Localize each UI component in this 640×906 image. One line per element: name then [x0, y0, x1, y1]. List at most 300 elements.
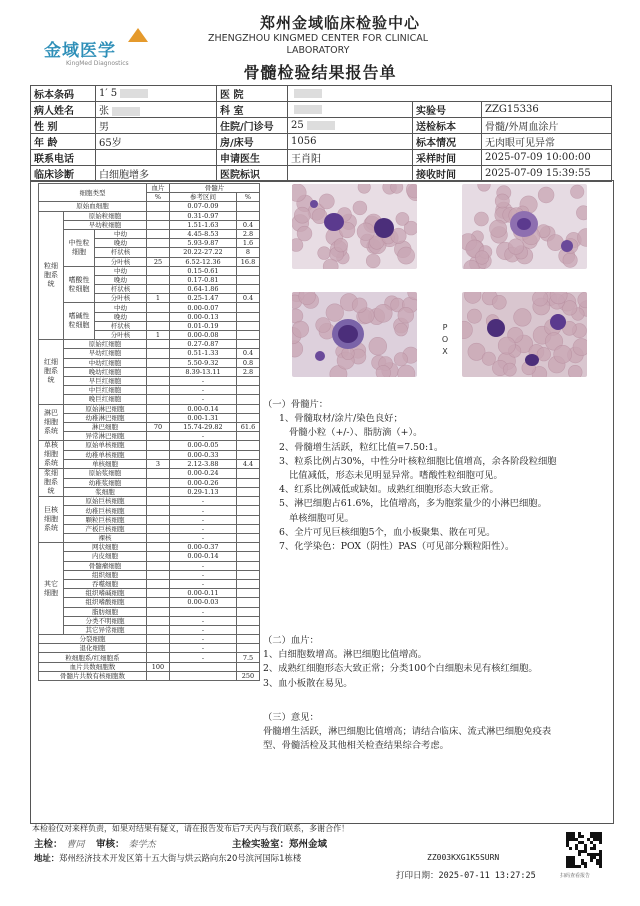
marrow-pct: [237, 644, 260, 653]
cell-name: 原始粒细胞: [64, 211, 147, 220]
table-row: [39, 220, 260, 229]
table-row: [39, 543, 260, 552]
ref-range: 15.74-29.82: [170, 422, 237, 431]
blood-pct: [147, 220, 170, 229]
marrow-pct: [237, 376, 260, 385]
cell-name: 原始浆细胞: [64, 469, 147, 478]
marrow-pct: [237, 662, 260, 671]
cell-name: 幼稚淋巴细胞: [64, 413, 147, 422]
cell-name: 晚幼: [95, 239, 147, 248]
header-marrow: 骨髓片: [170, 184, 260, 193]
table-row: [39, 404, 260, 413]
table-row: [39, 441, 260, 450]
cell-name: 早幼粒细胞: [64, 220, 147, 229]
cell-name: 组织嗜酸细胞: [64, 598, 147, 607]
ref-range: 0.00-0.14: [170, 552, 237, 561]
table-row: [39, 266, 260, 275]
cell-name: 中幼: [95, 266, 147, 275]
cell-name: 早幼红细胞: [64, 349, 147, 358]
group-cell: 原始血细胞: [39, 202, 147, 211]
marrow-pct: [237, 413, 260, 422]
table-row: [39, 598, 260, 607]
ref-range: 0.51-1.33: [170, 349, 237, 358]
subgroup-cell: 中性粒细胞: [64, 229, 95, 266]
cell-name: 组织嗜碱细胞: [64, 589, 147, 598]
info-value: [288, 86, 612, 102]
opinion-line: 骨髓增生活跃，淋巴细胞比值增高；请结合临床、流式淋巴细胞免疫表: [263, 726, 552, 738]
group-cell: 其它细胞: [39, 543, 64, 635]
marrow-pct: [237, 395, 260, 404]
marrow-pct: [237, 386, 260, 395]
cell-name: 内皮细胞: [64, 552, 147, 561]
ref-range: 0.27-0.87: [170, 340, 237, 349]
blood-smear-findings: [263, 634, 603, 691]
info-label: 年 龄: [31, 134, 96, 150]
table-row: [39, 358, 260, 367]
table-row: [39, 202, 260, 211]
blood-pct: [147, 211, 170, 220]
info-row: [31, 134, 612, 150]
info-value: 1′ 5: [96, 86, 217, 102]
ref-range: 5.50-9.32: [170, 358, 237, 367]
finding-line: 1、骨髓取材/涂片/染色良好；: [279, 413, 403, 425]
marrow-pct: [237, 211, 260, 220]
inspector: 主检： 曹同: [34, 839, 85, 850]
center-name-en: ZHENGZHOU KINGMED CENTER FOR CLINICAL LABORATORY: [207, 33, 429, 56]
table-row: [39, 524, 260, 533]
ref-range: 0.00-1.31: [170, 413, 237, 422]
group-cell: 红细胞系统: [39, 340, 64, 404]
marrow-pct: 61.6: [237, 422, 260, 431]
cell-name: 原始淋巴细胞: [64, 404, 147, 413]
marrow-pct: [237, 552, 260, 561]
marrow-pct: 8: [237, 248, 260, 257]
blood-pct: [147, 635, 170, 644]
marrow-pct: [237, 450, 260, 459]
info-label: 医 院: [217, 86, 288, 102]
group-cell: 巨核细胞系统: [39, 497, 64, 543]
marrow-pct: [237, 469, 260, 478]
blood-pct: [147, 671, 170, 680]
cell-name: 幼稚浆细胞: [64, 478, 147, 487]
ref-range: 0.00-0.08: [170, 331, 237, 340]
cell-name: 中幼: [95, 303, 147, 312]
blood-pct: [147, 432, 170, 441]
blood-pct: 1: [147, 331, 170, 340]
ref-range: -: [170, 561, 237, 570]
micrograph-1: [292, 184, 417, 269]
cell-name: 杆状核: [95, 285, 147, 294]
info-label: 标本情况: [413, 134, 482, 150]
table-row: [39, 616, 260, 625]
blood-pct: [147, 579, 170, 588]
cell-name: 早巨红细胞: [64, 376, 147, 385]
marrow-pct: 16.8: [237, 257, 260, 266]
redacted-block: [294, 105, 322, 114]
blood-pct: [147, 239, 170, 248]
blood-pct: [147, 386, 170, 395]
marrow-pct: [237, 635, 260, 644]
marrow-pct: [237, 285, 260, 294]
info-label: 房/床号: [217, 134, 288, 150]
ref-range: -: [170, 607, 237, 616]
table-row: [39, 662, 260, 671]
info-label: 病人姓名: [31, 102, 96, 118]
ref-range: 0.00-0.03: [170, 598, 237, 607]
header-blood: 血片: [147, 184, 170, 193]
table-row: [39, 552, 260, 561]
ref-range: 2.12-3.88: [170, 459, 237, 468]
info-label: 临床诊断: [31, 166, 96, 182]
blood-pct: [147, 358, 170, 367]
blood-pct: [147, 524, 170, 533]
marrow-pct: 2.8: [237, 229, 260, 238]
info-label: 医院标识: [217, 166, 288, 182]
cell-name: 其它异常细胞: [64, 625, 147, 634]
reviewer: 审核： 秦学杰: [96, 839, 156, 850]
info-label: 科 室: [217, 102, 288, 118]
marrow-pct: [237, 616, 260, 625]
info-label: 接收时间: [413, 166, 482, 182]
finding-line: 5、淋巴细胞占61.6%，比值增高，多为胞浆量少的小淋巴细胞。: [279, 498, 547, 510]
blood-pct: [147, 497, 170, 506]
patient-info-table: [30, 85, 612, 182]
marrow-pct: [237, 432, 260, 441]
ref-range: -: [170, 497, 237, 506]
table-row: [39, 506, 260, 515]
section-title: （一）骨髓片：: [263, 399, 329, 410]
redacted-block: [120, 89, 148, 98]
cell-name: 颗粒巨核细胞: [64, 515, 147, 524]
finding-line: 1、白细胞数增高。淋巴细胞比值增高。: [263, 649, 427, 661]
ref-range: 0.00-0.37: [170, 543, 237, 552]
opinion-line: 型、骨髓活检及其他相关检查结果综合考虑。: [263, 740, 449, 752]
cell-name: 组织细胞: [64, 570, 147, 579]
marrow-pct: [237, 441, 260, 450]
info-value: 2025-07-09 10:00:00: [482, 150, 612, 166]
info-value: 骨髓/外周血涂片: [482, 118, 612, 134]
address: 地址：郑州经济技术开发区第十五大街与烘云路向东20号滨河国际1栋楼: [34, 853, 302, 863]
marrow-pct: [237, 625, 260, 634]
header-pct: %: [237, 193, 260, 202]
marrow-pct: [237, 487, 260, 496]
summary-label: 粒细胞系/红细胞系: [39, 653, 147, 662]
marrow-pct: [237, 478, 260, 487]
marrow-pct: [237, 312, 260, 321]
ref-range: -: [170, 570, 237, 579]
marrow-pct: [237, 202, 260, 211]
blood-pct: [147, 543, 170, 552]
table-row: [39, 671, 260, 680]
table-row: [39, 432, 260, 441]
section-title: （二）血片：: [263, 635, 319, 646]
cell-name: 骨髓瘤细胞: [64, 561, 147, 570]
finding-line: 单核细胞可见。: [289, 512, 355, 524]
group-cell: 粒细胞系统: [39, 211, 64, 340]
redacted-block: [307, 121, 335, 130]
marrow-pct: [237, 570, 260, 579]
ref-range: 0.00-0.11: [170, 589, 237, 598]
blood-pct: [147, 469, 170, 478]
cell-name: 浆细胞: [64, 487, 147, 496]
cell-name: 分叶核: [95, 331, 147, 340]
table-row: [39, 653, 260, 662]
ref-range: 0.15-0.61: [170, 266, 237, 275]
blood-pct: [147, 413, 170, 422]
info-value: ZZG15336: [482, 102, 612, 118]
info-label: 联系电话: [31, 150, 96, 166]
reviewer-signature: 秦学杰: [128, 840, 156, 850]
ref-range: [170, 662, 237, 671]
ref-range: 0.00-0.05: [170, 441, 237, 450]
micrograph-2: [462, 184, 587, 269]
blood-pct: [147, 515, 170, 524]
blood-pct: [147, 303, 170, 312]
cell-name: 产板巨核细胞: [64, 524, 147, 533]
micrograph-3: [292, 292, 417, 377]
info-label: 采样时间: [413, 150, 482, 166]
marrow-pct: [237, 579, 260, 588]
marrow-pct: 4.4: [237, 459, 260, 468]
pox-label: P O X: [441, 323, 449, 356]
info-label: 实验号: [413, 102, 482, 118]
ref-range: 0.00-0.26: [170, 478, 237, 487]
cell-name: 晚幼: [95, 275, 147, 284]
info-value: 1056: [288, 134, 413, 150]
company-logo: [40, 28, 190, 70]
qr-caption: 扫码查看报告: [560, 873, 591, 879]
marrow-pct: 0.4: [237, 294, 260, 303]
ref-range: -: [170, 534, 237, 543]
logo-mark-icon: [128, 28, 148, 42]
marrow-pct: 250: [237, 671, 260, 680]
info-row: [31, 86, 612, 102]
blood-pct: [147, 534, 170, 543]
marrow-pct: [237, 266, 260, 275]
cell-name: 中巨红细胞: [64, 386, 147, 395]
blood-pct: [147, 202, 170, 211]
center-name-cn: 郑州金域临床检验中心: [259, 14, 420, 32]
ref-range: -: [170, 524, 237, 533]
blood-pct: [147, 376, 170, 385]
table-row: [39, 478, 260, 487]
marrow-pct: 0.8: [237, 358, 260, 367]
summary-label: 血片共数细胞数: [39, 662, 147, 671]
blood-pct: [147, 616, 170, 625]
cell-name: 裸核: [64, 534, 147, 543]
table-row: [39, 579, 260, 588]
blood-pct: [147, 285, 170, 294]
cell-name: 分叶核: [95, 257, 147, 266]
lab: 主检实验室：郑州金域: [232, 839, 328, 850]
ref-range: 0.00-0.33: [170, 450, 237, 459]
finding-line: 3、粒系比例占30%，中性分叶核粒细胞比值增高，余各阶段粒细胞: [279, 455, 557, 467]
ref-range: 20.22-27.22: [170, 248, 237, 257]
finding-line: 2、成熟红细胞形态大致正常；分类100个白细胞未见有核红细胞。: [263, 663, 538, 675]
blood-pct: [147, 487, 170, 496]
barcode-text: ZZ003KXG1K5SURN: [427, 853, 500, 862]
ref-range: 8.39-13.11: [170, 367, 237, 376]
finding-line: 骨髓小粒（+/-）、脂肪滴（+）。: [289, 427, 423, 439]
info-label: 送检标本: [413, 118, 482, 134]
blood-pct: 25: [147, 257, 170, 266]
redacted-block: [112, 107, 140, 116]
ref-range: 0.01-0.19: [170, 321, 237, 330]
blood-pct: [147, 367, 170, 376]
blood-pct: 3: [147, 459, 170, 468]
inspector-signature: 曹同: [66, 840, 85, 850]
ref-range: -: [170, 506, 237, 515]
summary-label: 骨髓片共数有核细胞数: [39, 671, 147, 680]
info-row: [31, 102, 612, 118]
blood-pct: [147, 248, 170, 257]
subgroup-cell: 嗜酸性粒细胞: [64, 266, 95, 303]
marrow-pct: [237, 404, 260, 413]
blood-pct: [147, 349, 170, 358]
table-row: [39, 413, 260, 422]
blood-pct: [147, 570, 170, 579]
marrow-pct: [237, 589, 260, 598]
ref-range: -: [170, 579, 237, 588]
ref-range: -: [170, 625, 237, 634]
table-row: [39, 422, 260, 431]
cell-name: 单核细胞: [64, 459, 147, 468]
redacted-block: [294, 89, 322, 98]
ref-range: 1.51-1.63: [170, 220, 237, 229]
group-cell: 淋巴细胞系统: [39, 404, 64, 441]
qr-code-icon: [566, 832, 602, 868]
marrow-pct: [237, 524, 260, 533]
blood-pct: [147, 598, 170, 607]
blood-pct: [147, 229, 170, 238]
marrow-pct: 0.4: [237, 349, 260, 358]
table-row: [39, 450, 260, 459]
info-value: 无肉眼可见异常: [482, 134, 612, 150]
blood-pct: 70: [147, 422, 170, 431]
table-row: [39, 497, 260, 506]
ref-range: 4.45-8.53: [170, 229, 237, 238]
header-cell-type: 细胞类型: [39, 184, 147, 202]
table-row: [39, 589, 260, 598]
ref-range: 0.00-0.13: [170, 312, 237, 321]
info-label: 申请医生: [217, 150, 288, 166]
finding-line: 2、骨髓增生活跃，粒红比值=7.50:1。: [279, 441, 444, 453]
section-title: （三）意见：: [263, 712, 319, 723]
blood-pct: [147, 561, 170, 570]
blood-pct: [147, 644, 170, 653]
blood-pct: [147, 653, 170, 662]
marrow-pct: [237, 303, 260, 312]
report-title: 骨髓检验结果报告单: [243, 63, 397, 82]
marrow-pct: [237, 497, 260, 506]
cell-name: 原始单核细胞: [64, 441, 147, 450]
ref-range: 0.31-0.97: [170, 211, 237, 220]
subgroup-cell: 嗜碱性粒细胞: [64, 303, 95, 340]
ref-range: -: [170, 515, 237, 524]
marrow-pct: 7.5: [237, 653, 260, 662]
header-blood-pct: %: [147, 193, 170, 202]
cell-name: 中幼红细胞: [64, 358, 147, 367]
print-time: 打印日期：2025-07-11 13:27:25: [396, 871, 536, 881]
marrow-pct: [237, 515, 260, 524]
cell-name: 原始巨核细胞: [64, 497, 147, 506]
table-row: [39, 607, 260, 616]
ref-range: 5.93-9.87: [170, 239, 237, 248]
table-row: [39, 469, 260, 478]
ref-range: 0.07-0.09: [170, 202, 237, 211]
marrow-pct: 1.6: [237, 239, 260, 248]
ref-range: 0.25-1.47: [170, 294, 237, 303]
ref-range: -: [170, 653, 237, 662]
bone-marrow-findings: [263, 398, 603, 554]
blood-pct: [147, 625, 170, 634]
marrow-pct: [237, 561, 260, 570]
marrow-pct: [237, 543, 260, 552]
blood-pct: [147, 404, 170, 413]
ref-range: -: [170, 644, 237, 653]
blood-pct: [147, 266, 170, 275]
cell-name: 幼稚巨核细胞: [64, 506, 147, 515]
cell-name: 晚幼: [95, 312, 147, 321]
finding-line: 6、全片可见巨核细胞5个，血小板聚集、散在可见。: [279, 526, 496, 538]
cell-name: 中幼: [95, 229, 147, 238]
info-label: 住院/门诊号: [217, 118, 288, 134]
info-value: [96, 150, 217, 166]
info-value: 白细胞增多: [96, 166, 217, 182]
info-value: 25: [288, 118, 413, 134]
ref-range: -: [170, 395, 237, 404]
table-row: [39, 561, 260, 570]
table-row: [39, 211, 260, 220]
table-row: [39, 625, 260, 634]
table-row: [39, 570, 260, 579]
micrograph-pox: [462, 292, 587, 377]
cell-name: 幼稚单核细胞: [64, 450, 147, 459]
group-cell: 浆细胞系统: [39, 469, 64, 497]
blood-pct: [147, 441, 170, 450]
info-value: 王肖阳: [288, 150, 413, 166]
ref-range: -: [170, 635, 237, 644]
ref-range: 0.64-1.86: [170, 285, 237, 294]
opinion: [263, 711, 603, 754]
ref-range: 0.29-1.13: [170, 487, 237, 496]
table-row: [39, 367, 260, 376]
blood-pct: [147, 450, 170, 459]
cell-name: 脂肪细胞: [64, 607, 147, 616]
info-value: [288, 102, 413, 118]
table-row: [39, 386, 260, 395]
marrow-pct: 0.4: [237, 220, 260, 229]
ref-range: -: [170, 376, 237, 385]
info-label: 标本条码: [31, 86, 96, 102]
finding-line: 4、红系比例减低或缺如。成熟红细胞形态大致正常。: [279, 484, 499, 496]
blood-pct: [147, 552, 170, 561]
cell-name: 晚巨红细胞: [64, 395, 147, 404]
blood-pct: [147, 275, 170, 284]
table-header-row: [39, 184, 260, 193]
ref-range: 0.00-0.24: [170, 469, 237, 478]
finding-line: 比值减低，形态未见明显异常。嗜酸性粒细胞可见。: [289, 470, 503, 482]
marrow-pct: [237, 340, 260, 349]
ref-range: -: [170, 616, 237, 625]
table-row: [39, 349, 260, 358]
cell-name: 吞噬细胞: [64, 579, 147, 588]
marrow-pct: [237, 607, 260, 616]
marrow-pct: [237, 534, 260, 543]
ref-range: -: [170, 386, 237, 395]
ref-range: 0.00-0.14: [170, 404, 237, 413]
table-row: [39, 644, 260, 653]
